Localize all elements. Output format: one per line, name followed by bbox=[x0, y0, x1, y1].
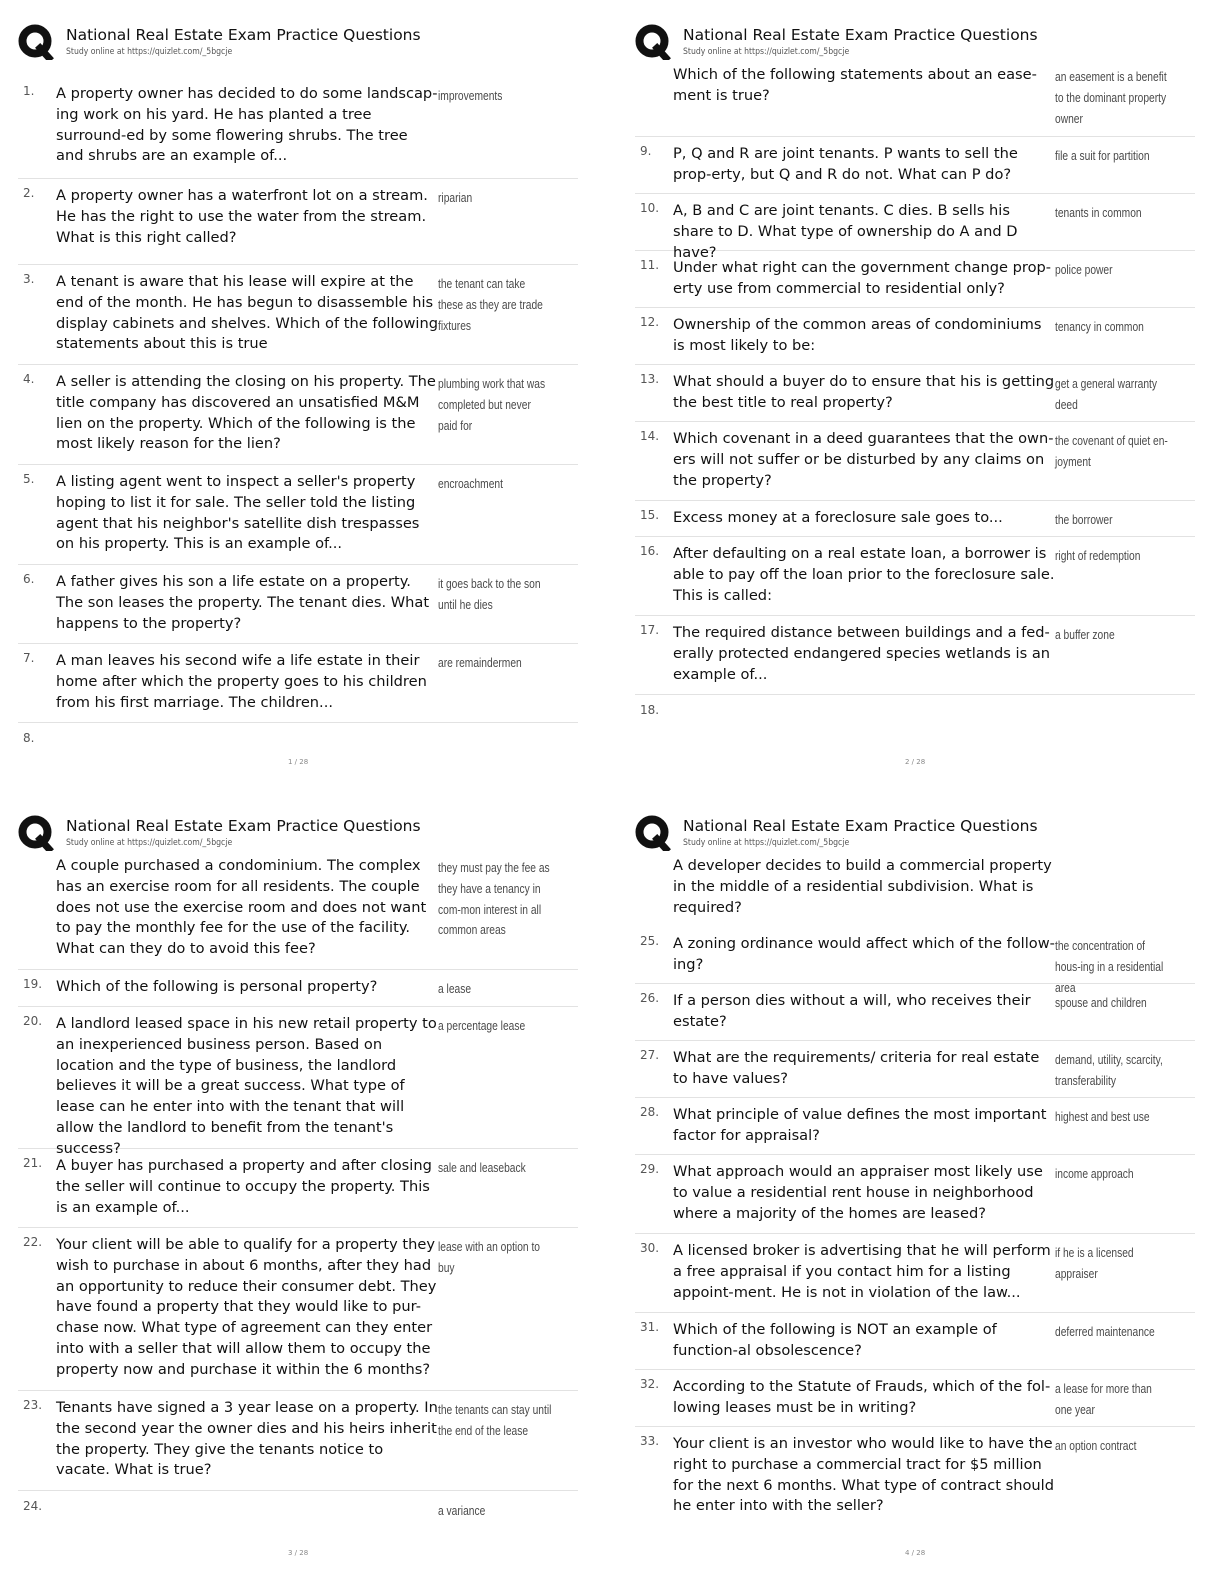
question-number: 14. bbox=[640, 429, 660, 443]
page-4 bbox=[635, 813, 1215, 1583]
document-subtitle: Study online at https://quizlet.com/_5bgcje bbox=[683, 838, 850, 848]
page-header bbox=[635, 813, 1215, 859]
document-title: National Real Estate Exam Practice Questions bbox=[66, 26, 421, 44]
question-text: A father gives his son a life estate on a property. The son leases the property. The tenant dies. What happens to the property? bbox=[56, 573, 430, 632]
document-title: National Real Estate Exam Practice Questions bbox=[683, 817, 1038, 835]
answer-text bbox=[1055, 858, 1195, 879]
question-number: 17. bbox=[640, 623, 660, 637]
question-row bbox=[18, 179, 578, 265]
question-number: 25. bbox=[640, 934, 660, 948]
question-row bbox=[18, 365, 578, 465]
question-number: 7. bbox=[23, 651, 35, 665]
answer-text: file a suit for partition bbox=[1055, 149, 1150, 163]
answer-text: they must pay the fee as they have a tenancy in com-mon interest in all common areas bbox=[438, 861, 550, 938]
question-row bbox=[18, 565, 578, 644]
question-number: 30. bbox=[640, 1241, 660, 1255]
question-row bbox=[635, 1041, 1195, 1098]
question-number: 6. bbox=[23, 572, 35, 586]
answer-text: spouse and children bbox=[1055, 996, 1147, 1010]
question-row bbox=[635, 422, 1195, 501]
question-row bbox=[635, 1234, 1195, 1313]
answer-text: an option contract bbox=[1055, 1439, 1137, 1453]
answer-text: if he is a licensed appraiser bbox=[1055, 1246, 1134, 1281]
question-number: 20. bbox=[23, 1014, 43, 1028]
question-text: A man leaves his second wife a life estate in their home after which the property goes to his children from his first marriage. The children... bbox=[56, 652, 427, 711]
document-subtitle: Study online at https://quizlet.com/_5bgcje bbox=[683, 47, 850, 57]
question-row bbox=[635, 1427, 1195, 1526]
question-text: What are the requirements/ criteria for real estate to have values? bbox=[673, 1049, 1040, 1087]
answer-text: it goes back to the son until he dies bbox=[438, 577, 541, 612]
answer-text: the tenants can stay until the end of the lease bbox=[438, 1403, 552, 1438]
answer-text: the concentration of hous-ing in a residential area bbox=[1055, 939, 1164, 995]
question-number: 8. bbox=[23, 731, 35, 745]
question-row bbox=[18, 856, 578, 970]
question-text: Your client will be able to qualify for a property they wish to purchase in about 6 months, after they had an opportunity to reduce their consumer debt. They have found a property that they would like to pur-chase now. What type of agreement can they enter into with a seller that will allow them to occupy the property now and purchase it within the 6 months? bbox=[56, 1236, 437, 1378]
question-row bbox=[635, 194, 1195, 261]
answer-text: deferred maintenance bbox=[1055, 1325, 1155, 1339]
question-number: 4. bbox=[23, 372, 35, 386]
question-row bbox=[635, 65, 1195, 137]
page-number: 1 / 28 bbox=[288, 758, 309, 766]
question-text: Tenants have signed a 3 year lease on a property. In the second year the owner dies and his heirs inherit the property. They give the tenants notice to vacate. What is true? bbox=[56, 1399, 438, 1479]
question-number: 29. bbox=[640, 1162, 660, 1176]
question-text: What approach would an appraiser most likely use to value a residential rent house in neighborhood where a majority of the homes are leased? bbox=[673, 1163, 1043, 1222]
answer-text: the borrower bbox=[1055, 513, 1113, 527]
question-number: 15. bbox=[640, 508, 660, 522]
question-row bbox=[635, 1313, 1195, 1370]
answer-text: plumbing work that was completed but never paid for bbox=[438, 377, 546, 433]
question-number: 13. bbox=[640, 372, 660, 386]
question-text: A developer decides to build a commercial property in the middle of a residential subdivision. What is required? bbox=[673, 857, 1052, 916]
question-number: 1. bbox=[23, 84, 35, 98]
answer-text: an easement is a benefit to the dominant property owner bbox=[1055, 70, 1167, 126]
answer-text: lease with an option to buy bbox=[438, 1240, 541, 1275]
question-number: 27. bbox=[640, 1048, 660, 1062]
answer-text: income approach bbox=[1055, 1167, 1134, 1181]
question-row bbox=[635, 1370, 1195, 1427]
answer-text: sale and leaseback bbox=[438, 1161, 526, 1175]
question-row bbox=[635, 308, 1195, 365]
question-text: Your client is an investor who would like to have the right to purchase a commercial tract for $5 million for the next 6 months. What type of contract should he enter into with the seller? bbox=[673, 1435, 1054, 1515]
answer-text: highest and best use bbox=[1055, 1110, 1150, 1124]
question-text: What should a buyer do to ensure that his is getting the best title to real property? bbox=[673, 373, 1055, 411]
question-number: 2. bbox=[23, 186, 35, 200]
question-row bbox=[18, 265, 578, 365]
answer-text: tenants in common bbox=[1055, 206, 1142, 220]
question-text: A seller is attending the closing on his property. The title company has discovered an unsatisfied M&M lien on the property. Which of the following is the most likely reason for the lien? bbox=[56, 373, 436, 453]
question-text: Which of the following is personal property? bbox=[56, 978, 378, 995]
question-row bbox=[635, 251, 1195, 308]
question-number: 32. bbox=[640, 1377, 660, 1391]
answer-text: the tenant can take these as they are trade fixtures bbox=[438, 277, 543, 333]
question-number: 31. bbox=[640, 1320, 660, 1334]
question-row bbox=[18, 465, 578, 565]
answer-text bbox=[1055, 705, 1195, 726]
question-number: 19. bbox=[23, 977, 43, 991]
question-number: 24. bbox=[23, 1499, 43, 1513]
question-text: A listing agent went to inspect a seller's property hoping to list it for sale. The seller told the listing agent that his neighbor's satellite dish trespasses on his property. This is an example of... bbox=[56, 473, 420, 553]
question-text: A tenant is aware that his lease will expire at the end of the month. He has begun to disassemble his display cabinets and shelves. Which of the following statements about this is true bbox=[56, 273, 438, 353]
question-row bbox=[18, 970, 578, 1007]
question-number: 10. bbox=[640, 201, 660, 215]
question-row bbox=[18, 1491, 578, 1523]
question-number: 12. bbox=[640, 315, 660, 329]
question-text: P, Q and R are joint tenants. P wants to sell the prop-erty, but Q and R do not. What can P do? bbox=[673, 145, 1018, 183]
document-title: National Real Estate Exam Practice Questions bbox=[683, 26, 1038, 44]
question-number: 11. bbox=[640, 258, 660, 272]
question-row bbox=[635, 984, 1195, 1041]
question-text: A zoning ordinance would affect which of the follow-ing? bbox=[673, 935, 1055, 973]
quizlet-logo-icon bbox=[18, 815, 54, 851]
answer-text: right of redemption bbox=[1055, 549, 1141, 563]
quizlet-logo-icon bbox=[635, 24, 671, 60]
page-header bbox=[18, 813, 598, 859]
answer-text: the covenant of quiet en-joyment bbox=[1055, 434, 1168, 469]
question-number: 23. bbox=[23, 1398, 43, 1412]
question-text: Ownership of the common areas of condominiums is most likely to be: bbox=[673, 316, 1042, 354]
question-text: A couple purchased a condominium. The complex has an exercise room for all residents. The couple does not use the exercise room and does not want to pay the monthly fee for the use of the facility. What can they do to avoid this fee? bbox=[56, 857, 427, 958]
question-row bbox=[635, 695, 1195, 727]
answer-text: a percentage lease bbox=[438, 1019, 526, 1033]
answer-text: encroachment bbox=[438, 477, 503, 491]
question-text: Which of the following is NOT an example of function-al obsolescence? bbox=[673, 1321, 997, 1359]
answer-text: a buffer zone bbox=[1055, 628, 1115, 642]
page-number: 3 / 28 bbox=[288, 1549, 309, 1557]
question-list bbox=[635, 65, 1195, 727]
question-number: 21. bbox=[23, 1156, 43, 1170]
answer-text: demand, utility, scarcity, transferability bbox=[1055, 1053, 1163, 1088]
question-list bbox=[18, 84, 578, 755]
answer-text: a lease bbox=[438, 982, 472, 996]
page-3 bbox=[18, 813, 598, 1583]
question-list bbox=[635, 856, 1195, 1526]
question-row bbox=[635, 501, 1195, 537]
question-text: After defaulting on a real estate loan, a borrower is able to pay off the loan prior to the foreclosure sale. This is called: bbox=[673, 545, 1055, 604]
question-row bbox=[635, 137, 1195, 194]
answer-text: tenancy in common bbox=[1055, 320, 1144, 334]
question-row bbox=[635, 537, 1195, 616]
quizlet-logo-icon bbox=[635, 815, 671, 851]
question-row bbox=[18, 1228, 578, 1391]
question-row bbox=[635, 1155, 1195, 1234]
question-text: A landlord leased space in his new retail property to an inexperienced business person. Based on location and the type of business, the landlord believes it will be a great success. What type of lease can he enter into with the tenant that will allow the landlord to benefit from the tenant's success? bbox=[56, 1015, 437, 1157]
quizlet-logo-icon bbox=[18, 24, 54, 60]
question-number: 28. bbox=[640, 1105, 660, 1119]
question-number: 18. bbox=[640, 703, 660, 717]
question-row bbox=[635, 616, 1195, 695]
question-row bbox=[18, 644, 578, 723]
question-text: What principle of value defines the most important factor for appraisal? bbox=[673, 1106, 1047, 1144]
question-list bbox=[18, 856, 578, 1523]
answer-text: get a general warranty deed bbox=[1055, 377, 1158, 412]
question-number: 33. bbox=[640, 1434, 660, 1448]
question-row bbox=[635, 856, 1195, 927]
answer-text bbox=[438, 733, 578, 754]
question-text: A property owner has a waterfront lot on a stream. He has the right to use the water from the stream. What is this right called? bbox=[56, 187, 428, 246]
page-number: 2 / 28 bbox=[905, 758, 926, 766]
page-header bbox=[635, 22, 1215, 68]
question-text: Which covenant in a deed guarantees that the own-ers will not suffer or be disturbed by any claims on the property? bbox=[673, 430, 1054, 489]
question-text: A buyer has purchased a property and after closing the seller will continue to occupy the property. This is an example of... bbox=[56, 1157, 432, 1216]
question-number: 3. bbox=[23, 272, 35, 286]
answer-text: riparian bbox=[438, 191, 473, 205]
answer-text: police power bbox=[1055, 263, 1113, 277]
question-text: The required distance between buildings and a fed-erally protected endangered species wetlands is an example of... bbox=[673, 624, 1051, 683]
document-subtitle: Study online at https://quizlet.com/_5bgcje bbox=[66, 838, 233, 848]
question-text: If a person dies without a will, who receives their estate? bbox=[673, 992, 1031, 1030]
question-number: 5. bbox=[23, 472, 35, 486]
question-number: 9. bbox=[640, 144, 652, 158]
page-number: 4 / 28 bbox=[905, 1549, 926, 1557]
answer-text: a variance bbox=[438, 1504, 486, 1518]
page-header bbox=[18, 22, 598, 68]
question-row bbox=[635, 365, 1195, 422]
answer-text: a lease for more than one year bbox=[1055, 1382, 1152, 1417]
question-text: Which of the following statements about an ease-ment is true? bbox=[673, 66, 1037, 104]
question-text: A property owner has decided to do some landscap-ing work on his yard. He has planted a tree surround-ed by some flowering shrubs. The tree and shrubs are an example of... bbox=[56, 85, 438, 165]
question-text: Excess money at a foreclosure sale goes to... bbox=[673, 509, 1003, 526]
question-number: 16. bbox=[640, 544, 660, 558]
question-row bbox=[18, 84, 578, 179]
answer-text: are remaindermen bbox=[438, 656, 522, 670]
question-number: 22. bbox=[23, 1235, 43, 1249]
question-text: Under what right can the government change prop-erty use from commercial to residential only? bbox=[673, 259, 1052, 297]
page-2 bbox=[635, 22, 1215, 792]
document-subtitle: Study online at https://quizlet.com/_5bgcje bbox=[66, 47, 233, 57]
page-1 bbox=[18, 22, 598, 792]
question-text: According to the Statute of Frauds, which of the fol-lowing leases must be in writing? bbox=[673, 1378, 1051, 1416]
document-title: National Real Estate Exam Practice Questions bbox=[66, 817, 421, 835]
question-text: A licensed broker is advertising that he will perform a free appraisal if you contact him for a listing appoint-ment. He is not in violation of the law... bbox=[673, 1242, 1051, 1301]
question-row bbox=[635, 927, 1195, 995]
question-row bbox=[18, 723, 578, 755]
question-text: A, B and C are joint tenants. C dies. B sells his share to D. What type of ownership do A and D have? bbox=[673, 202, 1018, 261]
question-number: 26. bbox=[640, 991, 660, 1005]
answer-text: improvements bbox=[438, 89, 503, 103]
question-row bbox=[18, 1149, 578, 1228]
question-row bbox=[18, 1391, 578, 1491]
question-row bbox=[18, 1007, 578, 1157]
question-row bbox=[635, 1098, 1195, 1155]
